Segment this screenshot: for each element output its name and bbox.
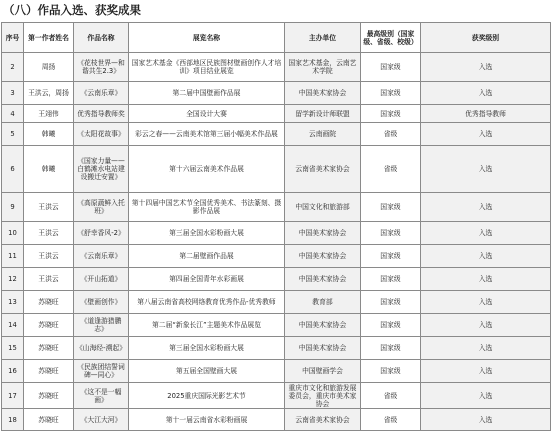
cell-award: 入选 <box>421 314 551 337</box>
cell-organizer: 教育部 <box>285 291 361 314</box>
cell-exhibition: 第三届全国水彩粉画大展 <box>129 222 285 245</box>
cell-organizer: 云南省美术家协会 <box>285 409 361 431</box>
table-row <box>2 337 551 360</box>
cell-index: 4 <box>2 105 24 123</box>
cell-exhibition: 第二届中国壁画作品展 <box>129 82 285 105</box>
cell-exhibition: 全国设计大赛 <box>129 105 285 123</box>
cell-award: 入选 <box>421 409 551 431</box>
table-row <box>2 222 551 245</box>
cell-organizer: 中国壁画学会 <box>285 360 361 383</box>
cell-award: 入选 <box>421 123 551 146</box>
cell-work: 《舒幸香风-2》 <box>74 222 129 245</box>
cell-work: 《国家力量——白鹤滩水电站建设搬迁安置》 <box>74 146 129 193</box>
cell-author: 王洪云，周扬 <box>24 82 74 105</box>
cell-index: 9 <box>2 193 24 222</box>
cell-index: 6 <box>2 146 24 193</box>
cell-award: 入选 <box>421 53 551 82</box>
table-row <box>2 268 551 291</box>
cell-award: 入选 <box>421 146 551 193</box>
cell-level: 国家级 <box>361 337 421 360</box>
header-exhibition: 展览名称 <box>129 23 285 53</box>
cell-work: 《高原蔬鲜入托班》 <box>74 193 129 222</box>
cell-exhibition: 第四届全国青年水彩画展 <box>129 268 285 291</box>
cell-organizer: 重庆市文化和旅游发展委员会，重庆市美术家协会 <box>285 383 361 409</box>
cell-level: 国家级 <box>361 245 421 268</box>
table-row <box>2 123 551 146</box>
cell-index: 18 <box>2 409 24 431</box>
cell-level: 国家级 <box>361 291 421 314</box>
cell-author: 韩曦 <box>24 123 74 146</box>
table-row <box>2 291 551 314</box>
table-row <box>2 146 551 193</box>
cell-level: 国家级 <box>361 105 421 123</box>
cell-organizer: 中国美术家协会 <box>285 268 361 291</box>
cell-level: 省级 <box>361 146 421 193</box>
cell-author: 王洪云 <box>24 245 74 268</box>
cell-index: 3 <box>2 82 24 105</box>
cell-work: 《开山拓道》 <box>74 268 129 291</box>
cell-exhibition: 第二届“新象长江”主题美术作品展览 <box>129 314 285 337</box>
cell-level: 省级 <box>361 383 421 409</box>
cell-organizer: 中国文化和旅游部 <box>285 193 361 222</box>
table-row <box>2 383 551 409</box>
cell-work: 优秀指导教师奖 <box>74 105 129 123</box>
table-row <box>2 409 551 431</box>
cell-award: 入选 <box>421 291 551 314</box>
table-row <box>2 245 551 268</box>
header-author: 第一作者姓名 <box>24 23 74 53</box>
table-row <box>2 193 551 222</box>
cell-index: 10 <box>2 222 24 245</box>
cell-exhibition: 第二届壁画作品展 <box>129 245 285 268</box>
cell-index: 15 <box>2 337 24 360</box>
cell-level: 省级 <box>361 123 421 146</box>
cell-organizer: 云南画院 <box>285 123 361 146</box>
cell-author: 周扬 <box>24 53 74 82</box>
table-row <box>2 82 551 105</box>
cell-work: 《花枝世界—和谐共生2.3》 <box>74 53 129 82</box>
header-level: 最高级别（国家级、省级、校级） <box>361 23 421 53</box>
cell-index: 16 <box>2 360 24 383</box>
cell-author: 王洪云 <box>24 193 74 222</box>
cell-award: 入选 <box>421 337 551 360</box>
cell-index: 17 <box>2 383 24 409</box>
header-organizer: 主办单位 <box>285 23 361 53</box>
cell-index: 14 <box>2 314 24 337</box>
cell-work: 《民族团结誓词碑—同心》 <box>74 360 129 383</box>
cell-exhibition: 第十四届中国艺术节全国优秀美术、书法篆刻、摄影作品展 <box>129 193 285 222</box>
cell-organizer: 中国美术家协会 <box>285 314 361 337</box>
cell-exhibition: 第五届全国壁画大展 <box>129 360 285 383</box>
cell-award: 优秀指导教师 <box>421 105 551 123</box>
awards-table <box>1 22 551 431</box>
header-work: 作品名称 <box>74 23 129 53</box>
table-body <box>2 53 551 431</box>
cell-work: 《这不是一幅画》 <box>74 383 129 409</box>
cell-author: 苏晓旺 <box>24 409 74 431</box>
cell-work: 《大江大河》 <box>74 409 129 431</box>
table-header-row <box>2 23 551 53</box>
cell-exhibition: 第十一届云南省水彩粉画展 <box>129 409 285 431</box>
cell-level: 国家级 <box>361 268 421 291</box>
cell-organizer: 中国美术家协会 <box>285 82 361 105</box>
cell-exhibition: 第三届全国水彩粉画大展 <box>129 337 285 360</box>
table-row <box>2 53 551 82</box>
cell-index: 11 <box>2 245 24 268</box>
cell-organizer: 国家艺术基金，云南艺术学院 <box>285 53 361 82</box>
cell-work: 《太阳花故事》 <box>74 123 129 146</box>
cell-work: 《云南乐章》 <box>74 82 129 105</box>
cell-level: 国家级 <box>361 193 421 222</box>
cell-level: 省级 <box>361 409 421 431</box>
cell-level: 国家级 <box>361 82 421 105</box>
cell-level: 国家级 <box>361 222 421 245</box>
cell-organizer: 中国美术家协会 <box>285 222 361 245</box>
cell-author: 韩曦 <box>24 146 74 193</box>
cell-award: 入选 <box>421 245 551 268</box>
cell-award: 入选 <box>421 82 551 105</box>
cell-level: 国家级 <box>361 53 421 82</box>
cell-author: 王洪云 <box>24 268 74 291</box>
table-row <box>2 314 551 337</box>
section-heading: （八）作品入选、获奖成果 <box>3 3 141 17</box>
table-row <box>2 360 551 383</box>
cell-award: 入选 <box>421 268 551 291</box>
cell-work: 《云南乐章》 <box>74 245 129 268</box>
cell-work: 《山海经-溯起》 <box>74 337 129 360</box>
cell-index: 13 <box>2 291 24 314</box>
cell-exhibition: 彩云之春——云南美术馆第三届小幅美术作品展 <box>129 123 285 146</box>
cell-author: 苏晓旺 <box>24 383 74 409</box>
cell-work: 《道逢游猎鹏志》 <box>74 314 129 337</box>
cell-index: 2 <box>2 53 24 82</box>
cell-exhibition: 第八届云南省高校网络教育优秀作品-优秀教师 <box>129 291 285 314</box>
cell-exhibition: 国家艺术基金《西部地区民族图材壁画创作人才培训》项目结业展览 <box>129 53 285 82</box>
cell-award: 入选 <box>421 383 551 409</box>
cell-author: 苏晓旺 <box>24 337 74 360</box>
cell-author: 王洪云 <box>24 222 74 245</box>
cell-exhibition: 第十六届云南美术作品展 <box>129 146 285 193</box>
cell-work: 《壁画创作》 <box>74 291 129 314</box>
cell-author: 苏晓旺 <box>24 360 74 383</box>
header-index: 序号 <box>2 23 24 53</box>
cell-author: 王翊伟 <box>24 105 74 123</box>
cell-award: 入选 <box>421 222 551 245</box>
cell-award: 入选 <box>421 193 551 222</box>
cell-author: 苏晓旺 <box>24 314 74 337</box>
cell-level: 国家级 <box>361 360 421 383</box>
cell-author: 苏晓旺 <box>24 291 74 314</box>
cell-exhibition: 2025重庆国际光影艺术节 <box>129 383 285 409</box>
cell-organizer: 云南省美术家协会 <box>285 146 361 193</box>
cell-organizer: 留学新设计师联盟 <box>285 105 361 123</box>
cell-level: 国家级 <box>361 314 421 337</box>
cell-organizer: 中国美术家协会 <box>285 245 361 268</box>
cell-index: 5 <box>2 123 24 146</box>
cell-organizer: 中国美术家协会 <box>285 337 361 360</box>
table-row <box>2 105 551 123</box>
header-award: 获奖级别 <box>421 23 551 53</box>
cell-index: 12 <box>2 268 24 291</box>
cell-award: 入选 <box>421 360 551 383</box>
